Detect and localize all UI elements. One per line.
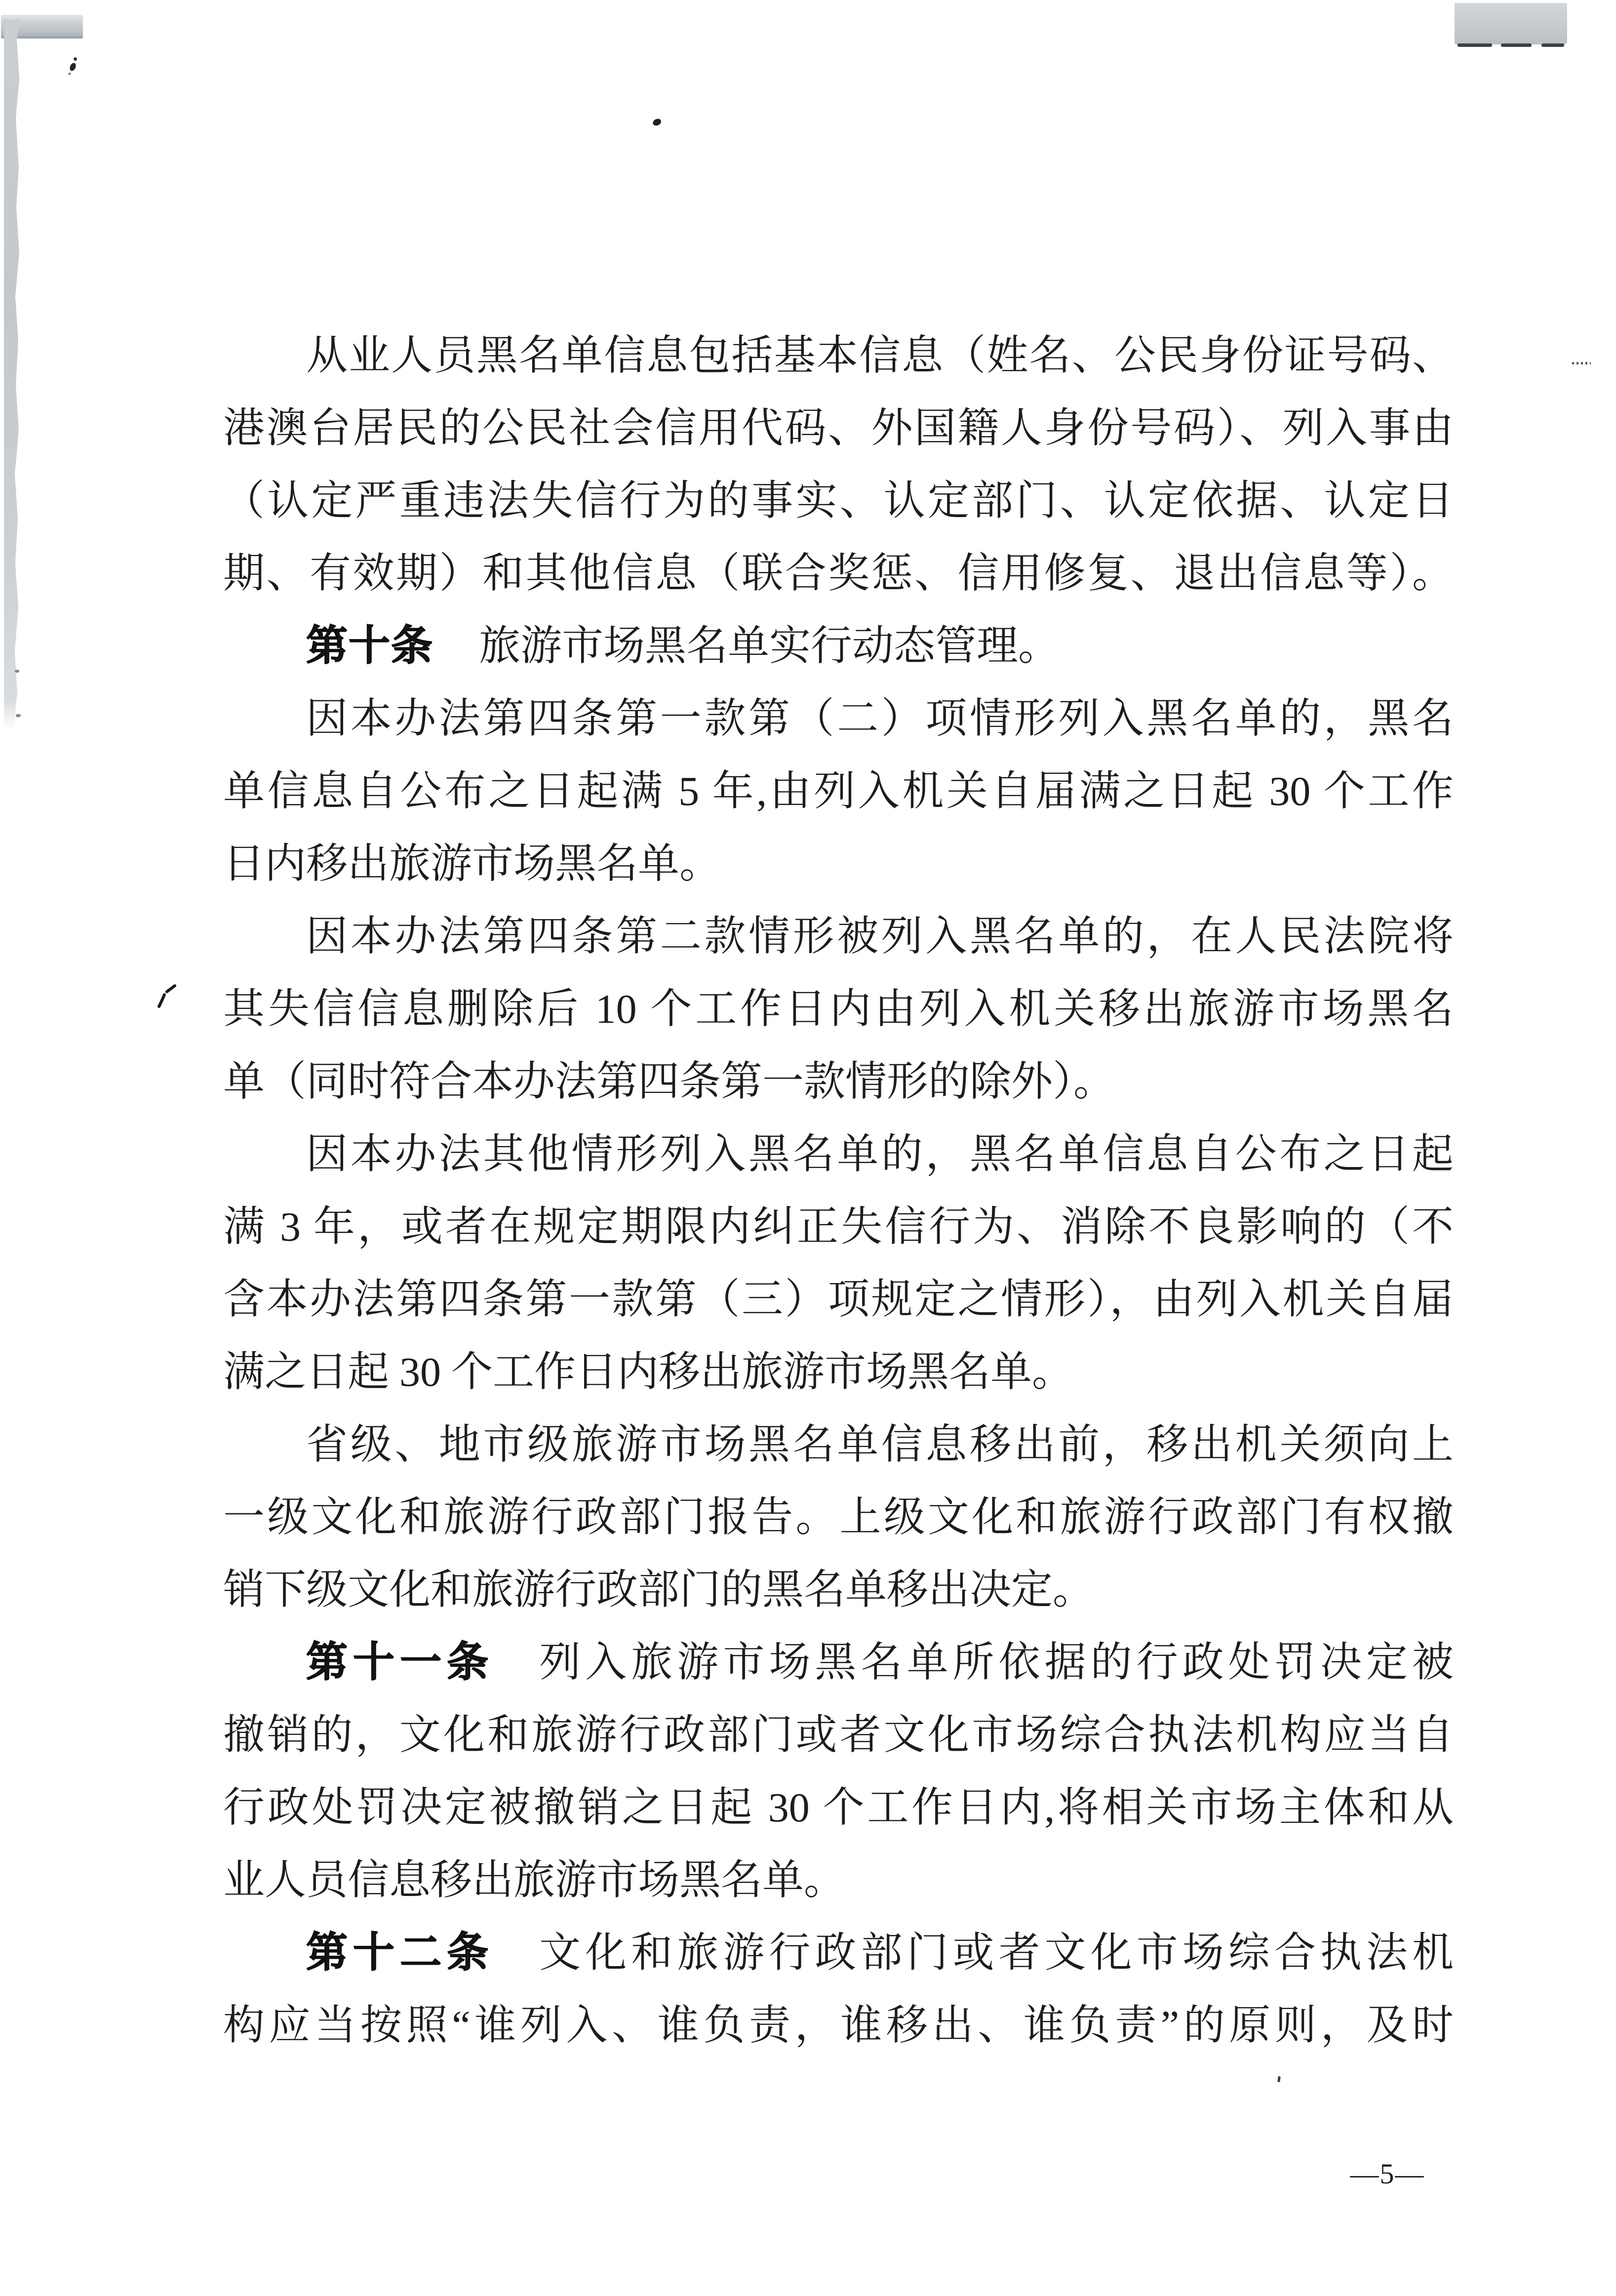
text-line: 期、有效期）和其他信息（联合奖惩、信用修复、退出信息等）。 [223, 551, 1454, 597]
scan-block-edge-dash-icon [1541, 43, 1564, 47]
text-line: 第十条 旅游市场黑名单实行动态管理。 [306, 623, 1060, 669]
article-number: 第十一条 [306, 1640, 494, 1686]
text-line: 单（同时符合本办法第四条第一款情形的除外）。 [223, 1059, 1115, 1105]
article-number: 第十条 [306, 623, 434, 669]
scan-block-edge-dash-icon [1458, 43, 1492, 47]
scan-strip-speck-icon [16, 714, 21, 717]
text-line: 构应当按照“谁列入、谁负责，谁移出、谁负责”的原则，及时 [223, 2003, 1454, 2049]
text-line: 因本办法第四条第二款情形被列入黑名单的，在人民法院将 [306, 914, 1454, 960]
page-number: —5— [1350, 2158, 1425, 2190]
text-line: 省级、地市级旅游市场黑名单信息移出前，移出机关须向上 [306, 1422, 1454, 1468]
text-line: 其失信信息删除后 10 个工作日内由列入机关移出旅游市场黑名 [223, 986, 1454, 1032]
text-line: 港澳台居民的公民社会信用代码、外国籍人身份号码）、列入事由 [223, 405, 1454, 451]
text-line: 第十一条 列入旅游市场黑名单所依据的行政处罚决定被 [306, 1640, 1454, 1686]
scan-edge-strip-icon [4, 20, 20, 729]
text-line: 业人员信息移出旅游市场黑名单。 [223, 1857, 846, 1903]
text-block [223, 320, 1454, 2062]
handwritten-tick-icon [156, 980, 178, 1019]
text-line: 单信息自公布之日起满 5 年,由列入机关自届满之日起 30 个工作 [223, 768, 1454, 814]
article-number: 第十二条 [306, 1930, 494, 1976]
scan-block-edge-dash-icon [1501, 43, 1532, 47]
ink-speck-icon [1277, 2076, 1281, 2083]
text-line: 销下级文化和旅游行政部门的黑名单移出决定。 [223, 1567, 1095, 1613]
text-line: 日内移出旅游市场黑名单。 [223, 841, 721, 887]
dotted-mark-icon [1572, 362, 1591, 364]
scan-strip-speck-icon [15, 670, 19, 673]
text-line: 因本办法其他情形列入黑名单的，黑名单信息自公布之日起 [306, 1131, 1454, 1177]
text-line: （认定严重违法失信行为的事实、认定部门、认定依据、认定日 [223, 478, 1454, 524]
text-line: 从业人员黑名单信息包括基本信息（姓名、公民身份证号码、 [306, 333, 1454, 379]
text-line: 行政处罚决定被撤销之日起 30 个工作日内,将相关市场主体和从 [223, 1785, 1454, 1831]
ink-speck-icon [68, 73, 71, 75]
scan-corner-block-icon [1455, 3, 1567, 44]
text-line: 撤销的，文化和旅游行政部门或者文化市场综合执法机构应当自 [223, 1712, 1454, 1758]
text-line: 满之日起 30 个工作日内移出旅游市场黑名单。 [223, 1349, 1074, 1395]
text-line: 因本办法第四条第一款第（二）项情形列入黑名单的，黑名 [306, 696, 1454, 742]
text-line: 一级文化和旅游行政部门报告。上级文化和旅游行政部门有权撤 [223, 1494, 1454, 1540]
text-line: 含本办法第四条第一款第（三）项规定之情形），由列入机关自届 [223, 1277, 1454, 1323]
ink-speck-icon [652, 118, 662, 126]
text-line: 满 3 年，或者在规定期限内纠正失信行为、消除不良影响的（不 [223, 1204, 1454, 1250]
ink-speck-icon [74, 57, 77, 61]
ink-speck-icon [69, 62, 77, 72]
text-line: 第十二条 文化和旅游行政部门或者文化市场综合执法机 [306, 1930, 1454, 1976]
